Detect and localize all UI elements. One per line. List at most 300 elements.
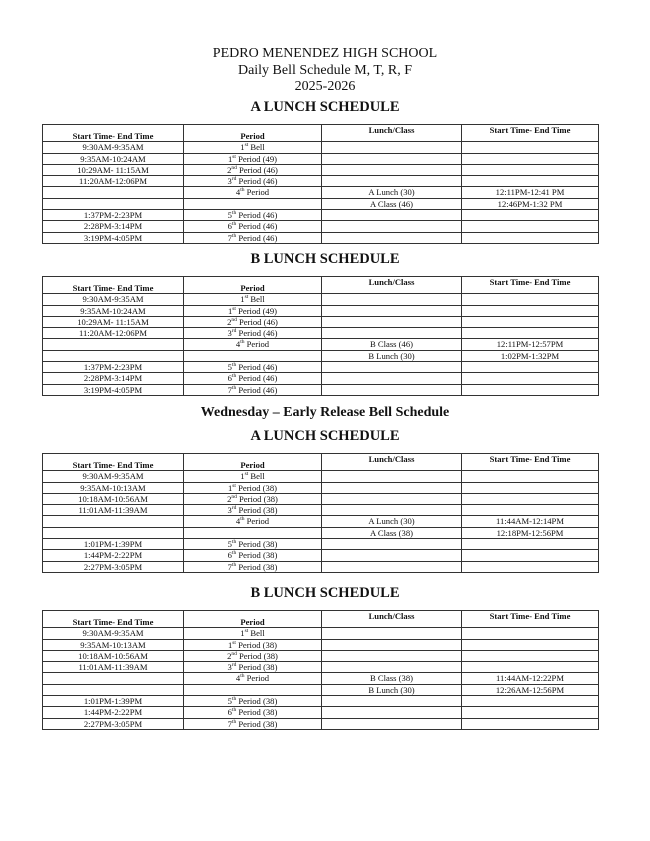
cell-time: 9:35AM-10:13AM bbox=[43, 482, 184, 493]
period-number: 6 bbox=[227, 373, 232, 384]
cell-lunch-time bbox=[462, 482, 599, 493]
cell-time: 1:01PM-1:39PM bbox=[43, 539, 184, 550]
cell-time: 9:30AM-9:35AM bbox=[43, 628, 184, 639]
cell-period bbox=[184, 339, 322, 350]
cell-period bbox=[184, 316, 322, 327]
table-row bbox=[43, 362, 599, 373]
period-ordinal: th bbox=[231, 561, 237, 568]
period-label: Bell bbox=[248, 142, 265, 153]
table-row bbox=[43, 198, 599, 209]
period-number: 7 bbox=[227, 384, 232, 395]
table-row bbox=[43, 673, 599, 684]
period-label: Period (38) bbox=[236, 539, 278, 550]
cell-lunch-time: 11:44AM-12:22PM bbox=[462, 673, 599, 684]
cell-time: 1:44PM-2:22PM bbox=[43, 707, 184, 718]
cell-lunch-class bbox=[322, 707, 462, 718]
period-ordinal: th bbox=[231, 210, 237, 217]
period-label: Period (46) bbox=[236, 384, 278, 395]
table-row bbox=[43, 707, 599, 718]
table-row bbox=[43, 696, 599, 707]
period-ordinal: rd bbox=[231, 662, 237, 669]
cell-time: 1:01PM-1:39PM bbox=[43, 696, 184, 707]
cell-lunch-class: B Class (46) bbox=[322, 339, 462, 350]
cell-lunch-time: 11:44AM-12:14PM bbox=[462, 516, 599, 527]
cell-period bbox=[184, 493, 322, 504]
cell-lunch-class bbox=[322, 505, 462, 516]
table-row bbox=[43, 187, 599, 198]
period-ordinal: st bbox=[232, 305, 236, 312]
period-ordinal: th bbox=[231, 718, 237, 725]
cell-period bbox=[184, 482, 322, 493]
cell-period bbox=[184, 628, 322, 639]
cell-time bbox=[43, 187, 184, 198]
cell-period bbox=[184, 639, 322, 650]
schedule-subtitle: Daily Bell Schedule M, T, R, F bbox=[237, 62, 413, 78]
period-number: 2 bbox=[227, 164, 232, 175]
cell-lunch-time: 12:46PM-1:32 PM bbox=[462, 198, 599, 209]
cell-lunch-class: A Lunch (30) bbox=[322, 187, 462, 198]
period-number: 7 bbox=[227, 718, 232, 729]
col-header-start-end: Start Time- End Time bbox=[43, 125, 184, 142]
col-header-lunch-class: Lunch/Class bbox=[322, 611, 462, 628]
period-ordinal: nd bbox=[231, 317, 237, 324]
period-label: Period bbox=[244, 516, 270, 527]
period-number: 5 bbox=[227, 696, 232, 707]
period-number: 6 bbox=[227, 707, 232, 718]
cell-lunch-class bbox=[322, 210, 462, 221]
period-label: Period (46) bbox=[236, 176, 278, 187]
col-header-lunch-class: Lunch/Class bbox=[322, 277, 462, 294]
cell-lunch-time bbox=[462, 210, 599, 221]
cell-time: 9:30AM-9:35AM bbox=[43, 142, 184, 153]
period-label: Period bbox=[244, 187, 270, 198]
cell-lunch-time bbox=[462, 639, 599, 650]
period-ordinal: rd bbox=[231, 176, 237, 183]
cell-time bbox=[43, 339, 184, 350]
table-row bbox=[43, 142, 599, 153]
cell-lunch-class bbox=[322, 164, 462, 175]
table-row bbox=[43, 650, 599, 661]
cell-lunch-class bbox=[322, 662, 462, 673]
table-row bbox=[43, 164, 599, 175]
cell-lunch-class bbox=[322, 153, 462, 164]
cell-lunch-class bbox=[322, 561, 462, 572]
cell-lunch-class bbox=[322, 696, 462, 707]
col-header-start-end-2: Start Time- End Time bbox=[462, 125, 599, 142]
table-row bbox=[43, 373, 599, 384]
table-row bbox=[43, 718, 599, 729]
cell-period bbox=[184, 176, 322, 187]
cell-time: 2:27PM-3:05PM bbox=[43, 561, 184, 572]
wed-b-lunch-title: B LUNCH SCHEDULE bbox=[250, 585, 400, 601]
table-row bbox=[43, 684, 599, 695]
col-header-start-end: Start Time- End Time bbox=[43, 454, 184, 471]
cell-period bbox=[184, 561, 322, 572]
period-label: Period (46) bbox=[236, 328, 278, 339]
period-ordinal: th bbox=[231, 221, 237, 228]
cell-time: 9:30AM-9:35AM bbox=[43, 471, 184, 482]
cell-time: 10:18AM-10:56AM bbox=[43, 650, 184, 661]
period-ordinal: st bbox=[232, 482, 236, 489]
period-ordinal: th bbox=[231, 696, 237, 703]
period-number: 3 bbox=[227, 505, 232, 516]
period-number: 1 bbox=[240, 294, 245, 305]
wed-b-lunch-table bbox=[42, 610, 599, 730]
table-row bbox=[43, 176, 599, 187]
period-ordinal: th bbox=[231, 539, 237, 546]
cell-lunch-class bbox=[322, 639, 462, 650]
cell-time: 11:01AM-11:39AM bbox=[43, 662, 184, 673]
period-number: 2 bbox=[227, 493, 232, 504]
period-number: 4 bbox=[235, 673, 241, 684]
table-row bbox=[43, 221, 599, 232]
cell-period bbox=[184, 142, 322, 153]
period-ordinal: th bbox=[231, 362, 237, 369]
cell-time bbox=[43, 198, 184, 209]
period-number: 7 bbox=[227, 232, 232, 243]
period-number: 2 bbox=[227, 650, 232, 661]
cell-period bbox=[184, 718, 322, 729]
period-label: Period (38) bbox=[235, 639, 278, 650]
period-number: 5 bbox=[227, 210, 232, 221]
period-number: 1 bbox=[227, 305, 233, 316]
period-ordinal: th bbox=[231, 550, 237, 557]
cell-period bbox=[184, 527, 322, 538]
cell-lunch-time: 12:18PM-12:56PM bbox=[462, 527, 599, 538]
period-ordinal: st bbox=[244, 294, 249, 301]
cell-time: 2:28PM-3:14PM bbox=[43, 221, 184, 232]
cell-period bbox=[184, 550, 322, 561]
period-label: Period (38) bbox=[236, 561, 278, 572]
cell-period bbox=[184, 198, 322, 209]
cell-lunch-class bbox=[322, 362, 462, 373]
period-label: Bell bbox=[248, 294, 265, 305]
cell-lunch-class bbox=[322, 471, 462, 482]
col-header-period: Period bbox=[184, 125, 322, 142]
period-label: Period (38) bbox=[236, 505, 278, 516]
cell-lunch-class: B Class (38) bbox=[322, 673, 462, 684]
col-header-start-end-2: Start Time- End Time bbox=[462, 454, 599, 471]
cell-lunch-time bbox=[462, 362, 599, 373]
cell-lunch-time bbox=[462, 153, 599, 164]
cell-period bbox=[184, 187, 322, 198]
col-header-period: Period bbox=[184, 454, 322, 471]
cell-lunch-class bbox=[322, 718, 462, 729]
period-number: 3 bbox=[227, 328, 232, 339]
table-row bbox=[43, 316, 599, 327]
cell-time: 11:20AM-12:06PM bbox=[43, 328, 184, 339]
table-row bbox=[43, 539, 599, 550]
cell-lunch-class bbox=[322, 550, 462, 561]
cell-lunch-time bbox=[462, 294, 599, 305]
period-label: Bell bbox=[248, 628, 265, 639]
cell-lunch-time bbox=[462, 316, 599, 327]
period-number: 1 bbox=[240, 142, 245, 153]
cell-lunch-time bbox=[462, 232, 599, 243]
period-number: 5 bbox=[227, 539, 232, 550]
cell-lunch-class bbox=[322, 294, 462, 305]
cell-time: 10:29AM- 11:15AM bbox=[43, 316, 184, 327]
period-ordinal: th bbox=[240, 187, 245, 194]
cell-lunch-time bbox=[462, 718, 599, 729]
period-number: 1 bbox=[240, 628, 245, 639]
cell-lunch-class bbox=[322, 539, 462, 550]
cell-period bbox=[184, 684, 322, 695]
cell-lunch-time bbox=[462, 305, 599, 316]
cell-period bbox=[184, 384, 322, 395]
cell-time bbox=[43, 516, 184, 527]
cell-time bbox=[43, 350, 184, 361]
period-number: 1 bbox=[227, 153, 233, 164]
cell-time: 10:29AM- 11:15AM bbox=[43, 164, 184, 175]
period-number: 6 bbox=[227, 550, 232, 561]
period-number: 3 bbox=[227, 176, 232, 187]
period-ordinal: rd bbox=[231, 328, 237, 335]
period-number: 1 bbox=[240, 471, 245, 482]
cell-period bbox=[184, 650, 322, 661]
period-ordinal: st bbox=[244, 471, 249, 478]
cell-period bbox=[184, 516, 322, 527]
table-row bbox=[43, 639, 599, 650]
cell-time: 10:18AM-10:56AM bbox=[43, 493, 184, 504]
cell-time: 9:30AM-9:35AM bbox=[43, 294, 184, 305]
cell-lunch-class bbox=[322, 650, 462, 661]
cell-time bbox=[43, 673, 184, 684]
cell-lunch-time bbox=[462, 561, 599, 572]
col-header-lunch-class: Lunch/Class bbox=[322, 454, 462, 471]
col-header-start-end-2: Start Time- End Time bbox=[462, 611, 599, 628]
cell-lunch-class bbox=[322, 142, 462, 153]
cell-time: 3:19PM-4:05PM bbox=[43, 384, 184, 395]
cell-lunch-class: A Class (38) bbox=[322, 527, 462, 538]
cell-period bbox=[184, 350, 322, 361]
period-label: Period bbox=[244, 339, 270, 350]
period-ordinal: th bbox=[240, 516, 245, 523]
period-ordinal: nd bbox=[231, 494, 237, 501]
cell-time: 1:37PM-2:23PM bbox=[43, 210, 184, 221]
school-year: 2025-2026 bbox=[294, 79, 356, 94]
wed-a-lunch-title: A LUNCH SCHEDULE bbox=[250, 428, 400, 444]
period-ordinal: th bbox=[231, 373, 237, 380]
table-row bbox=[43, 561, 599, 572]
col-header-period: Period bbox=[184, 611, 322, 628]
period-label: Period (46) bbox=[236, 362, 278, 373]
period-label: Period (38) bbox=[236, 650, 278, 661]
school-name: PEDRO MENENDEZ HIGH SCHOOL bbox=[212, 46, 438, 61]
period-label: Period (38) bbox=[235, 482, 278, 493]
period-label: Bell bbox=[248, 471, 265, 482]
period-number: 4 bbox=[235, 339, 241, 350]
period-ordinal: st bbox=[244, 142, 249, 149]
col-header-lunch-class: Lunch/Class bbox=[322, 125, 462, 142]
table-row bbox=[43, 471, 599, 482]
period-number: 7 bbox=[227, 561, 232, 572]
period-label: Period (38) bbox=[236, 696, 278, 707]
table-row bbox=[43, 210, 599, 221]
cell-lunch-class bbox=[322, 493, 462, 504]
cell-period bbox=[184, 232, 322, 243]
cell-lunch-time bbox=[462, 505, 599, 516]
cell-period bbox=[184, 539, 322, 550]
cell-period bbox=[184, 505, 322, 516]
cell-period bbox=[184, 373, 322, 384]
cell-lunch-time bbox=[462, 662, 599, 673]
table-header-row bbox=[43, 277, 599, 294]
period-number: 1 bbox=[227, 639, 233, 650]
period-number: 4 bbox=[235, 516, 241, 527]
cell-period bbox=[184, 362, 322, 373]
period-ordinal: st bbox=[244, 628, 249, 635]
table-header-row bbox=[43, 454, 599, 471]
period-label: Period (38) bbox=[236, 718, 278, 729]
period-label: Period (46) bbox=[236, 373, 278, 384]
cell-lunch-time bbox=[462, 471, 599, 482]
cell-lunch-time bbox=[462, 650, 599, 661]
period-label: Period (38) bbox=[236, 550, 278, 561]
cell-time: 3:19PM-4:05PM bbox=[43, 232, 184, 243]
period-label: Period (49) bbox=[235, 305, 278, 316]
period-ordinal: nd bbox=[231, 651, 237, 658]
period-number: 4 bbox=[235, 187, 241, 198]
period-label: Period (46) bbox=[236, 221, 278, 232]
period-number: 1 bbox=[227, 482, 233, 493]
period-label: Period (46) bbox=[236, 316, 278, 327]
cell-lunch-time bbox=[462, 373, 599, 384]
cell-lunch-class: A Class (46) bbox=[322, 198, 462, 209]
table-row bbox=[43, 482, 599, 493]
cell-lunch-time bbox=[462, 550, 599, 561]
col-header-start-end: Start Time- End Time bbox=[43, 611, 184, 628]
table-row bbox=[43, 305, 599, 316]
a-lunch-table bbox=[42, 124, 599, 244]
cell-lunch-time: 12:11PM-12:57PM bbox=[462, 339, 599, 350]
period-ordinal: th bbox=[231, 707, 237, 714]
period-number: 6 bbox=[227, 221, 232, 232]
col-header-start-end-2: Start Time- End Time bbox=[462, 277, 599, 294]
cell-lunch-time bbox=[462, 164, 599, 175]
table-row bbox=[43, 328, 599, 339]
cell-period bbox=[184, 221, 322, 232]
cell-lunch-time bbox=[462, 384, 599, 395]
cell-lunch-time: 12:26AM-12:56PM bbox=[462, 684, 599, 695]
table-row bbox=[43, 662, 599, 673]
period-label: Period (46) bbox=[236, 164, 278, 175]
cell-period bbox=[184, 305, 322, 316]
table-row bbox=[43, 294, 599, 305]
period-label: Period (38) bbox=[236, 707, 278, 718]
period-ordinal: st bbox=[232, 639, 236, 646]
col-header-start-end: Start Time- End Time bbox=[43, 277, 184, 294]
cell-period bbox=[184, 696, 322, 707]
cell-lunch-time bbox=[462, 696, 599, 707]
table-row bbox=[43, 550, 599, 561]
cell-lunch-time bbox=[462, 176, 599, 187]
cell-lunch-time bbox=[462, 142, 599, 153]
table-row bbox=[43, 527, 599, 538]
cell-time: 9:35AM-10:24AM bbox=[43, 153, 184, 164]
period-ordinal: th bbox=[240, 673, 245, 680]
cell-lunch-time bbox=[462, 328, 599, 339]
cell-time: 9:35AM-10:13AM bbox=[43, 639, 184, 650]
cell-period bbox=[184, 707, 322, 718]
cell-time: 11:20AM-12:06PM bbox=[43, 176, 184, 187]
cell-time: 1:37PM-2:23PM bbox=[43, 362, 184, 373]
cell-lunch-time: 1:02PM-1:32PM bbox=[462, 350, 599, 361]
cell-period bbox=[184, 662, 322, 673]
cell-period bbox=[184, 328, 322, 339]
period-label: Period (46) bbox=[236, 210, 278, 221]
cell-lunch-class bbox=[322, 384, 462, 395]
cell-lunch-class bbox=[322, 176, 462, 187]
period-ordinal: th bbox=[231, 384, 237, 391]
cell-lunch-time bbox=[462, 707, 599, 718]
table-row bbox=[43, 628, 599, 639]
period-number: 5 bbox=[227, 362, 232, 373]
cell-lunch-class bbox=[322, 628, 462, 639]
table-row bbox=[43, 350, 599, 361]
period-number: 2 bbox=[227, 316, 232, 327]
cell-time bbox=[43, 527, 184, 538]
cell-lunch-class bbox=[322, 232, 462, 243]
cell-lunch-class bbox=[322, 328, 462, 339]
cell-lunch-time bbox=[462, 628, 599, 639]
cell-time bbox=[43, 684, 184, 695]
wednesday-title: Wednesday – Early Release Bell Schedule bbox=[200, 405, 450, 420]
period-label: Period (38) bbox=[236, 493, 278, 504]
table-row bbox=[43, 153, 599, 164]
table-row bbox=[43, 493, 599, 504]
col-header-period: Period bbox=[184, 277, 322, 294]
cell-lunch-class bbox=[322, 316, 462, 327]
cell-lunch-class bbox=[322, 305, 462, 316]
cell-time: 11:01AM-11:39AM bbox=[43, 505, 184, 516]
table-row bbox=[43, 232, 599, 243]
cell-period bbox=[184, 471, 322, 482]
table-header-row bbox=[43, 611, 599, 628]
period-ordinal: th bbox=[240, 339, 245, 346]
a-lunch-title: A LUNCH SCHEDULE bbox=[250, 99, 400, 115]
cell-lunch-time bbox=[462, 539, 599, 550]
cell-lunch-class bbox=[322, 373, 462, 384]
cell-lunch-class: B Lunch (30) bbox=[322, 684, 462, 695]
cell-lunch-time: 12:11PM-12:41 PM bbox=[462, 187, 599, 198]
cell-period bbox=[184, 673, 322, 684]
cell-period bbox=[184, 164, 322, 175]
cell-lunch-class bbox=[322, 221, 462, 232]
cell-lunch-class: A Lunch (30) bbox=[322, 516, 462, 527]
b-lunch-table bbox=[42, 276, 599, 396]
cell-lunch-class bbox=[322, 482, 462, 493]
table-header-row bbox=[43, 125, 599, 142]
period-label: Period (49) bbox=[235, 153, 278, 164]
period-label: Period bbox=[244, 673, 270, 684]
cell-lunch-time bbox=[462, 221, 599, 232]
cell-period bbox=[184, 153, 322, 164]
cell-time: 1:44PM-2:22PM bbox=[43, 550, 184, 561]
period-ordinal: nd bbox=[231, 165, 237, 172]
period-ordinal: st bbox=[232, 153, 236, 160]
cell-time: 2:28PM-3:14PM bbox=[43, 373, 184, 384]
document-header bbox=[0, 46, 650, 96]
cell-period bbox=[184, 294, 322, 305]
cell-lunch-time bbox=[462, 493, 599, 504]
b-lunch-title: B LUNCH SCHEDULE bbox=[250, 251, 400, 267]
cell-period bbox=[184, 210, 322, 221]
period-label: Period (46) bbox=[236, 232, 278, 243]
cell-time: 9:35AM-10:24AM bbox=[43, 305, 184, 316]
period-ordinal: th bbox=[231, 232, 237, 239]
cell-time: 2:27PM-3:05PM bbox=[43, 718, 184, 729]
